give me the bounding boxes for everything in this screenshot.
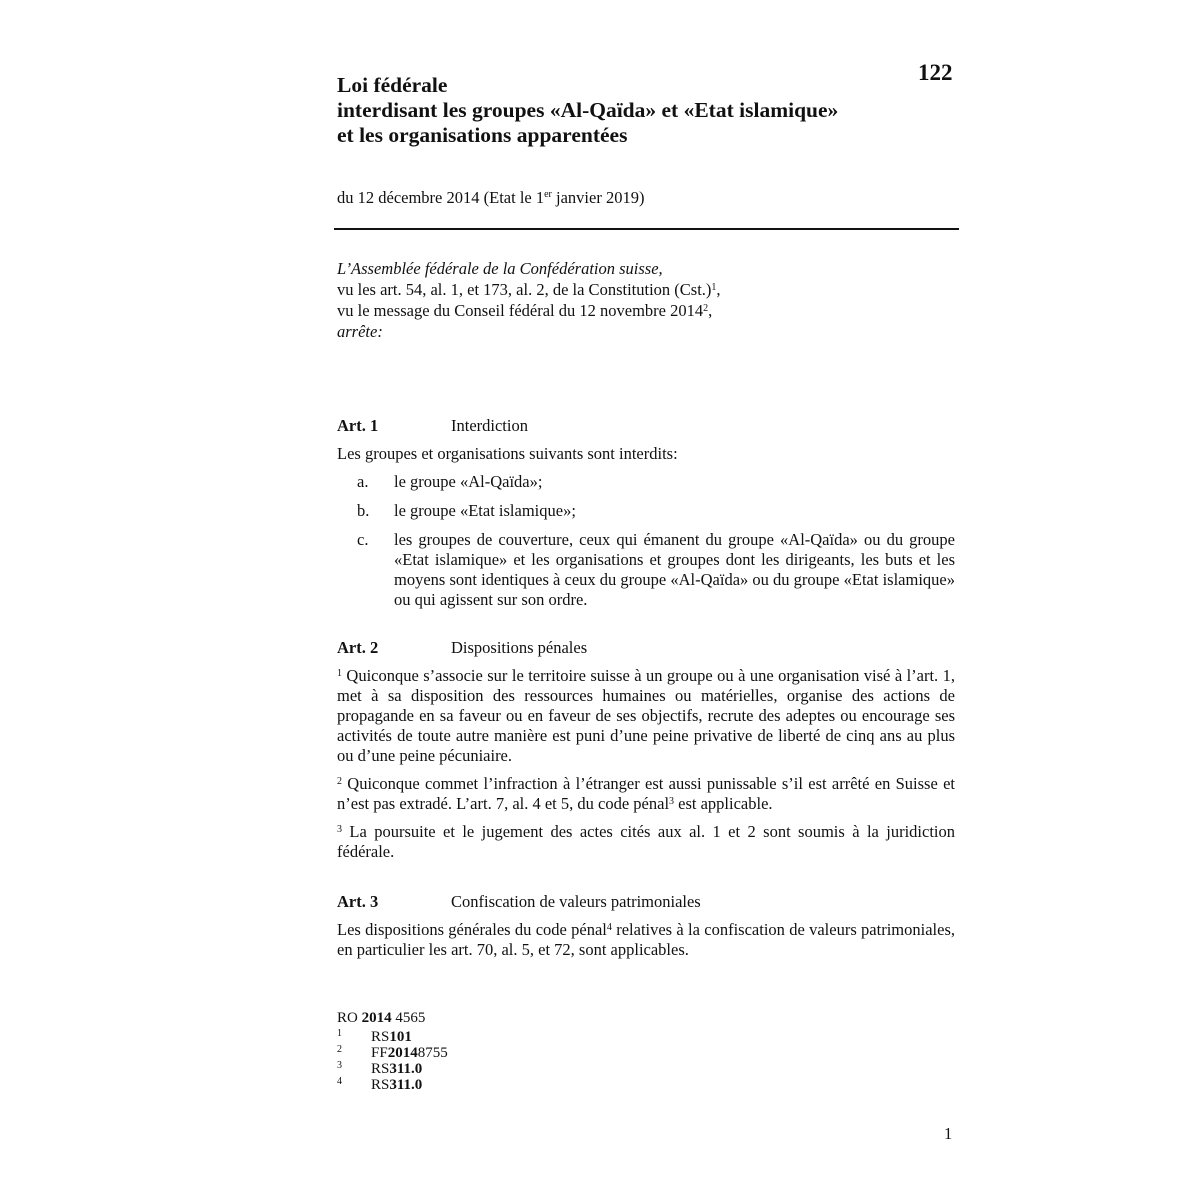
- list-letter: a.: [357, 472, 369, 491]
- ro-reference: RO 2014 4565: [337, 1010, 426, 1026]
- list-text: les groupes de couverture, ceux qui émanent du groupe «Al-Qaïda» ou du groupe «Etat islamique» et les organisations et groupes dont les dirigeants, les buts et les moyens sont identiques à ceux du groupe «Al-Qaïda» ou du groupe «Etat islamique» ou qui agissent sur son ordre.: [394, 530, 955, 609]
- preamble-assembly: L’Assemblée fédérale de la Confédération suisse,: [337, 259, 663, 278]
- article-paragraph: $^1$ Quiconque s’associe sur le territoire suisse à un groupe ou à une organisation visé à l’art. 1, met à sa disposition des ressources humaines ou matérielles, organise des actions de propagande en sa faveur ou en faveur de ses objectifs, recrute des adeptes ou encourage ses activités de toute autre manière est puni d’une peine privative de liberté de cinq ans au plus ou d’une peine pécuniaire.: [337, 666, 955, 765]
- footnote: 1 RS 101: [337, 1028, 412, 1045]
- list-text: le groupe «Etat islamique»;: [394, 501, 576, 520]
- article-title: Confiscation de valeurs patrimoniales: [451, 892, 701, 911]
- article-number[interactable]: Art. 2: [337, 638, 379, 657]
- footnote-number: 1: [337, 1028, 342, 1039]
- preamble-considering-2: vu le message du Conseil fédéral du 12 novembre 2014$^2$,: [337, 301, 713, 320]
- list-item: [337, 501, 955, 521]
- list-letter: c.: [357, 530, 369, 549]
- paragraph-number: 1: [337, 668, 342, 679]
- footnote-ref[interactable]: 1: [711, 282, 717, 293]
- article-number[interactable]: Art. 3: [337, 892, 379, 911]
- list-item: [337, 530, 955, 610]
- law-date: [337, 188, 644, 208]
- title-line: et les organisations apparentées: [337, 123, 628, 147]
- footnote-number: 2: [337, 1044, 342, 1055]
- list-item: [337, 472, 955, 492]
- footnote-number: 3: [337, 1060, 342, 1071]
- article-paragraph: $^3$ La poursuite et le jugement des actes cités aux al. 1 et 2 sont soumis à la juridiction fédérale.: [337, 822, 955, 861]
- article-2: [337, 638, 955, 870]
- footnote-ref[interactable]: 4: [606, 922, 612, 933]
- title-line: Loi fédérale: [337, 73, 448, 97]
- footnote: 2 FF 2014 8755: [337, 1044, 448, 1061]
- article-title: Dispositions pénales: [451, 638, 588, 657]
- article-paragraph: $^2$ Quiconque commet l’infraction à l’étranger est aussi punissable s’il est arrêté en Suisse et n’est pas extradé. L’art. 7, al. 4 et 5, du code pénal$^3$ est applicable.: [337, 774, 955, 813]
- list-letter: b.: [357, 501, 370, 520]
- footnote: 4 RS 311.0: [337, 1076, 423, 1093]
- title-line: interdisant les groupes «Al-Qaïda» et «Etat islamique»: [337, 98, 839, 122]
- article-heading: [337, 638, 955, 658]
- article-1: [337, 416, 955, 619]
- footnote-ref[interactable]: 3: [669, 796, 675, 807]
- date-suffix: janvier 2019): [551, 188, 645, 207]
- list-text: le groupe «Al-Qaïda»;: [394, 472, 543, 491]
- article-paragraph: Les dispositions générales du code pénal$^4$ relatives à la confiscation de valeurs patrimoniales, en particulier les art. 70, al. 5, et 72, sont applicables.: [337, 920, 955, 959]
- sr-number: 122: [918, 60, 953, 85]
- paragraph-number: 2: [337, 776, 342, 787]
- footnotes: [337, 1010, 448, 1093]
- article-title: Interdiction: [451, 416, 528, 435]
- footnote-ref[interactable]: 2: [703, 303, 709, 314]
- article-number[interactable]: Art. 1: [337, 416, 379, 435]
- article-heading: [337, 416, 955, 436]
- date-superscript: er: [544, 189, 552, 200]
- footnote: 3 RS 311.0: [337, 1060, 423, 1077]
- title-divider: [334, 228, 959, 230]
- paragraph-number: 3: [337, 824, 342, 835]
- article-heading: [337, 892, 955, 912]
- preamble-considering-1: vu les art. 54, al. 1, et 173, al. 2, de la Constitution (Cst.)$^1$,: [337, 280, 721, 299]
- preamble: [337, 258, 957, 342]
- law-title: [337, 73, 937, 148]
- preamble-decrees: arrête:: [337, 322, 383, 341]
- article-3: [337, 892, 955, 968]
- page-number: 1: [944, 1124, 953, 1143]
- article-intro: Les groupes et organisations suivants sont interdits:: [337, 444, 678, 463]
- date-prefix: du 12 décembre 2014 (Etat le 1: [337, 188, 545, 207]
- footnote-number: 4: [337, 1076, 342, 1087]
